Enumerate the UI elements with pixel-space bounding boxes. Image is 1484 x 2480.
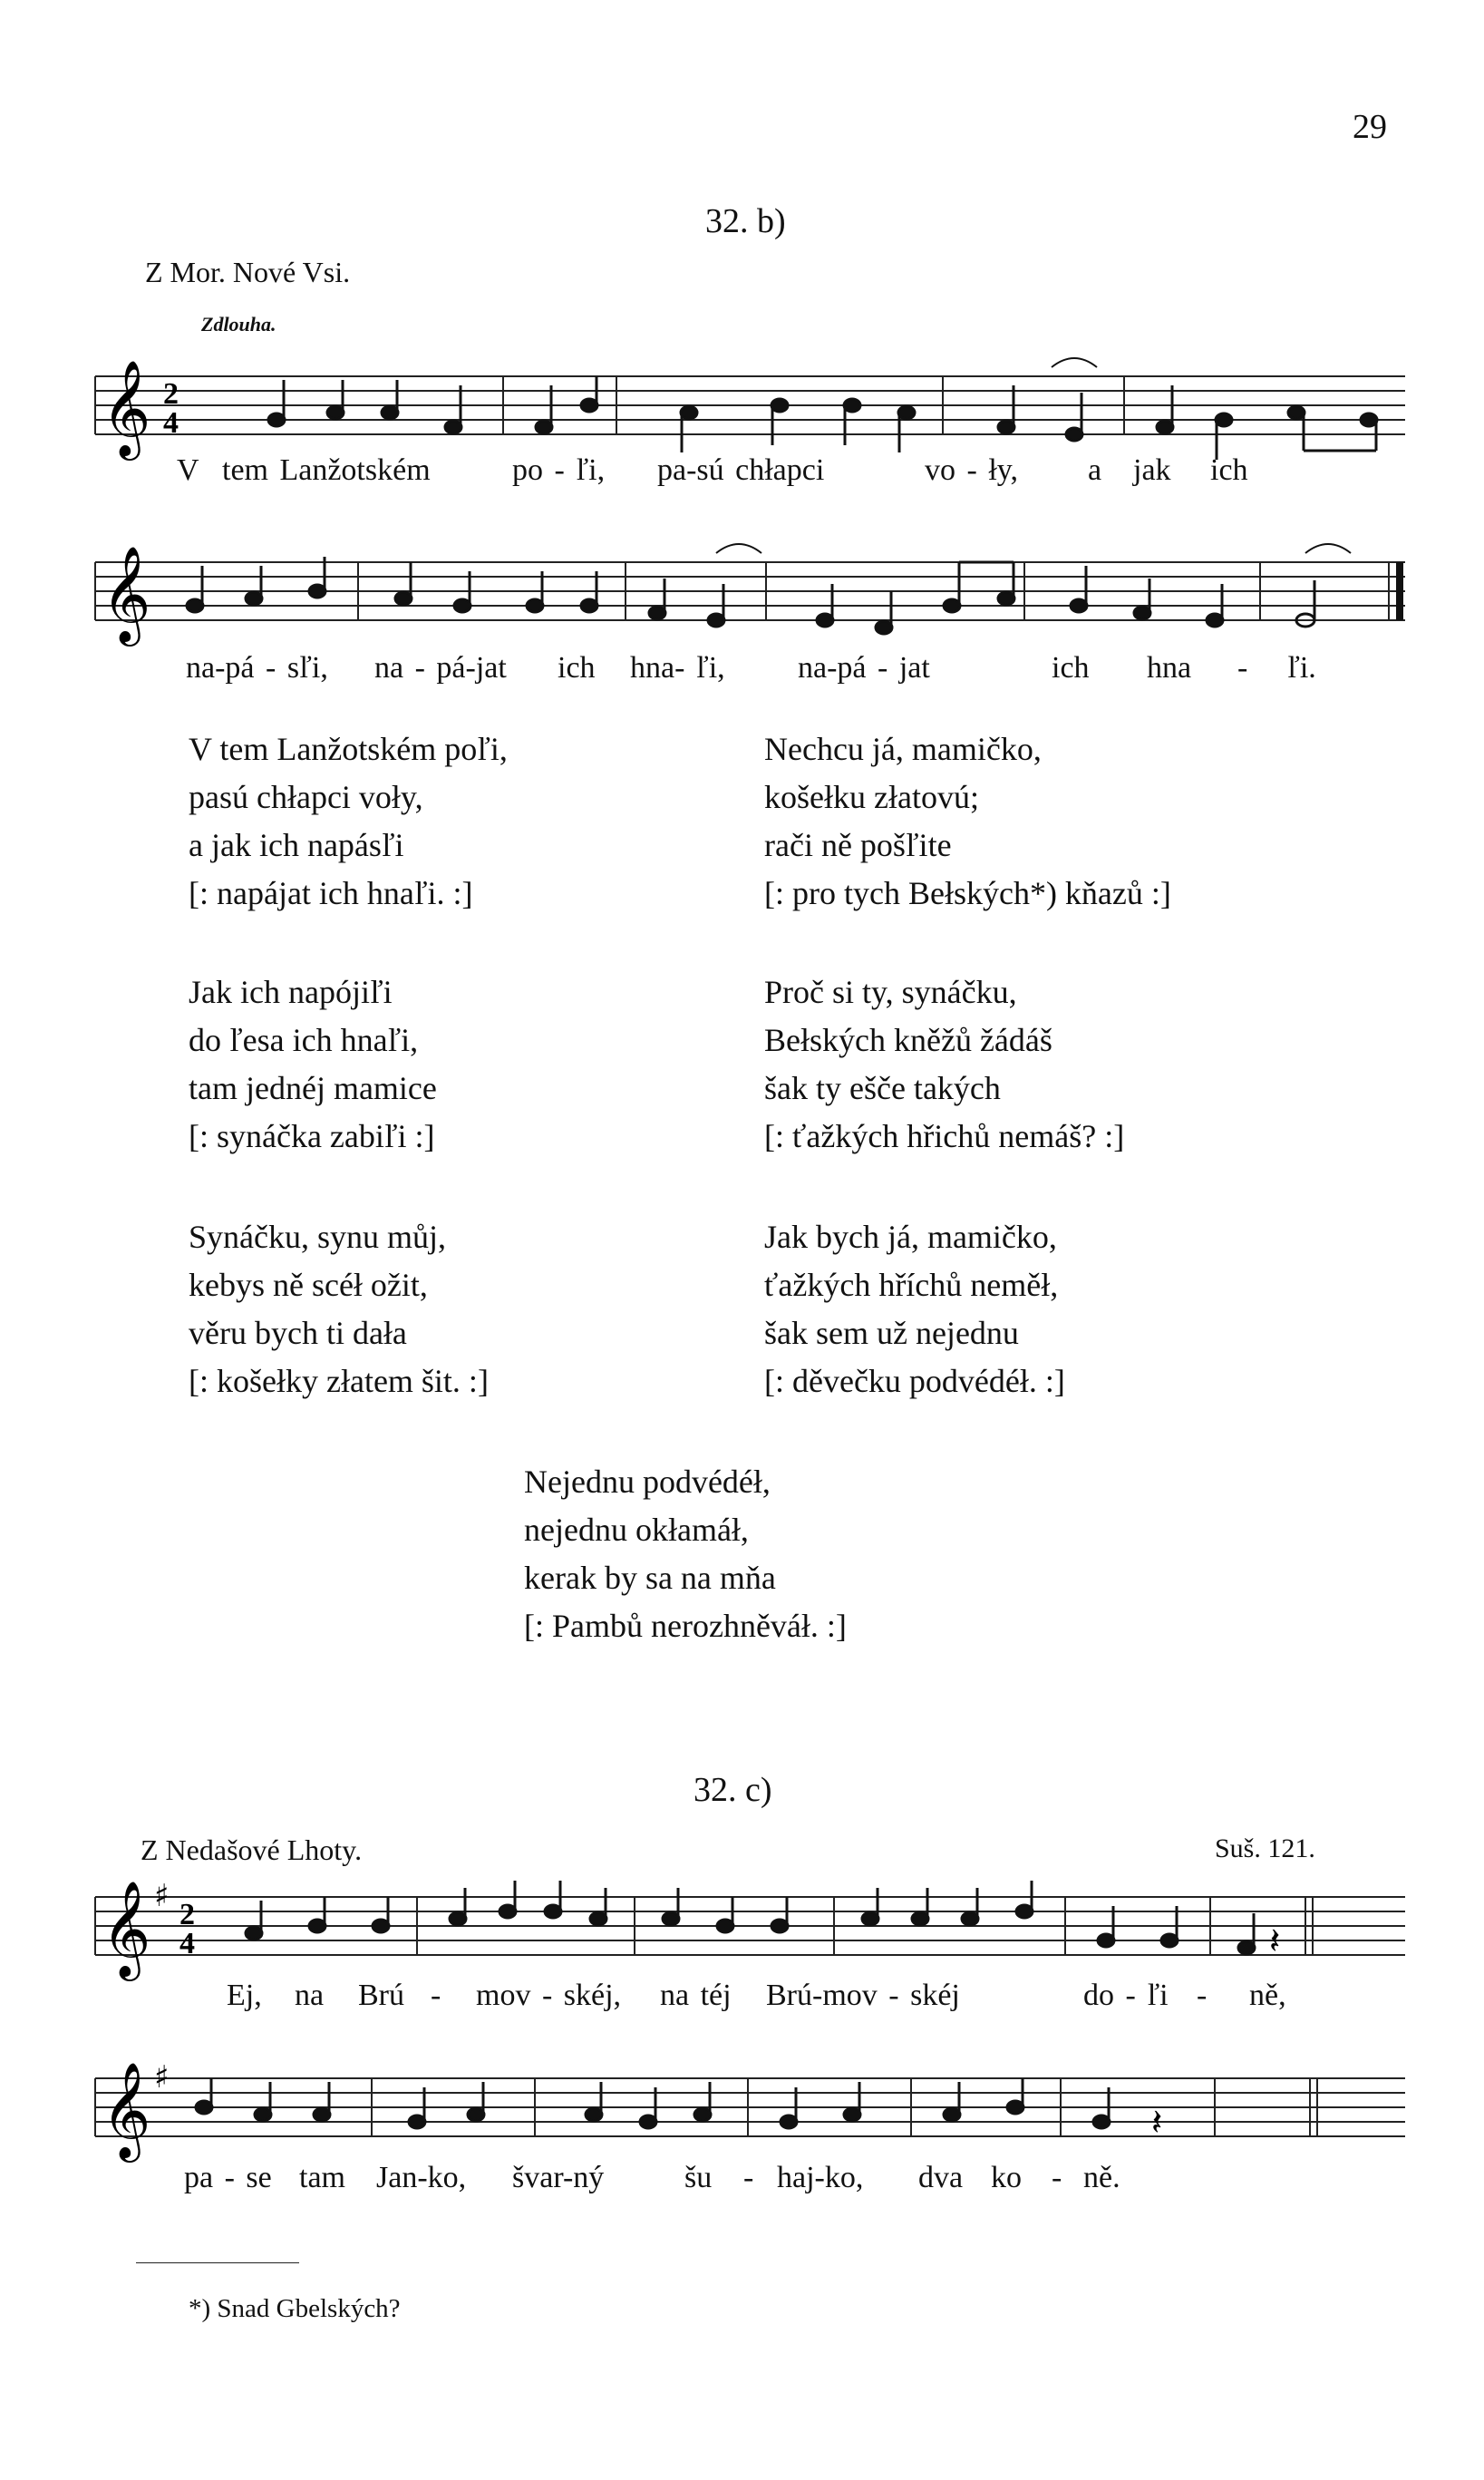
tempo-marking: Zdlouha. <box>201 313 276 336</box>
svg-text:𝄽: 𝄽 <box>1269 1921 1281 1962</box>
verse-line: pasú chłapci voły, <box>189 779 423 815</box>
verse-line: Synáčku, synu můj, <box>189 1219 446 1255</box>
verse-line: košełku złatovú; <box>764 779 979 815</box>
lyric-syllable: haj-ko, <box>777 2161 864 2194</box>
source-reference: Suš. 121. <box>1215 1833 1315 1863</box>
stanza-5 <box>189 1213 489 1405</box>
verse-line: [: košełky złatem šit. :] <box>189 1363 489 1399</box>
footnote-divider <box>136 2262 299 2263</box>
lyric-syllable: do - ľi <box>1083 1979 1169 2012</box>
treble-clef: 𝄞 <box>102 2061 151 2158</box>
verse-line: tam jednéj mamice <box>189 1070 437 1106</box>
lyric-syllable: hna- ľi, <box>630 651 725 685</box>
stanza-1 <box>189 725 508 918</box>
lyric-syllable: hna <box>1147 651 1192 685</box>
lyric-syllable: - <box>431 1979 441 2012</box>
time-signature-top: 2 <box>163 377 179 411</box>
lyric-syllable: tam <box>299 2161 345 2194</box>
lyric-syllable: na-pá - jat <box>798 651 930 685</box>
treble-clef: 𝄞 <box>102 1880 151 1977</box>
verse-line: šak sem už nejednu <box>764 1315 1019 1351</box>
music-staff-32c-line-1 <box>91 1870 1414 2006</box>
stanza-4 <box>764 968 1124 1161</box>
song-number-32b: 32. b) <box>705 202 786 240</box>
verse-line: [: synáčka zabiľi :] <box>189 1118 435 1154</box>
stanza-6 <box>764 1213 1065 1405</box>
lyric-syllable: ně, <box>1249 1979 1286 2012</box>
key-signature-sharp: ♯ <box>154 2059 170 2096</box>
verse-line: kerak by sa na mňa <box>524 1560 776 1596</box>
key-signature-sharp: ♯ <box>154 1878 170 1914</box>
lyric-syllable: švar-ný <box>512 2161 605 2194</box>
stanza-3 <box>189 968 437 1161</box>
verse-line: Nejednu podvédéł, <box>524 1464 771 1500</box>
lyric-syllable: - <box>1237 651 1248 685</box>
lyric-syllable: V <box>177 453 199 487</box>
verse-line: [: děvečku podvédéł. :] <box>764 1363 1065 1399</box>
verse-line: Nechcu já, mamičko, <box>764 731 1042 767</box>
lyric-syllable: na-pá - sľi, <box>186 651 328 685</box>
lyric-syllable: Brú-mov - skéj <box>766 1979 960 2012</box>
stanza-7 <box>524 1458 847 1650</box>
lyric-syllable: tem Lanžotském <box>222 453 431 487</box>
verse-line: V tem Lanžotském poľi, <box>189 731 508 767</box>
lyric-syllable: ně. <box>1083 2161 1120 2194</box>
lyric-syllable: - <box>743 2161 754 2194</box>
lyric-syllable: - <box>1052 2161 1062 2194</box>
time-signature-bottom: 4 <box>163 406 179 440</box>
lyric-syllable: vo - ły, <box>925 453 1019 487</box>
lyric-syllable: mov - skéj, <box>476 1979 622 2012</box>
lyric-syllable: a <box>1088 453 1102 487</box>
song-origin-32c: Z Nedašové Lhoty. <box>141 1833 363 1866</box>
time-signature-bottom: 4 <box>179 1927 195 1960</box>
lyric-syllable: ich <box>1210 453 1248 487</box>
verse-line: [: Pambů nerozhněváł. :] <box>524 1608 847 1644</box>
verse-line: Proč si ty, synáčku, <box>764 974 1017 1010</box>
lyric-syllable: šu <box>684 2161 713 2194</box>
lyric-syllable: Jan-ko, <box>376 2161 467 2194</box>
time-signature-top: 2 <box>179 1898 195 1931</box>
lyric-syllable: pa-sú chłapci <box>657 453 825 487</box>
lyric-syllable: po - ľi, <box>512 453 606 487</box>
song-number-32c: 32. c) <box>694 1771 772 1809</box>
treble-clef: 𝄞 <box>102 545 151 642</box>
lyric-syllable: na téj <box>660 1979 732 2012</box>
verse-line: [: napájat ich hnaľi. :] <box>189 875 473 911</box>
verse-line: kebys ně scéł ožit, <box>189 1267 428 1303</box>
verse-line: rači ně pošľite <box>764 827 952 863</box>
lyric-syllable: pa - se <box>184 2161 272 2194</box>
stanza-2 <box>764 725 1171 918</box>
verse-line: šak ty ešče takých <box>764 1070 1001 1106</box>
lyric-syllable: ich <box>1052 651 1090 685</box>
lyric-syllable: ľi. <box>1287 651 1316 685</box>
verse-line: ťažkých hříchů neměł, <box>764 1267 1059 1303</box>
lyric-syllable: na <box>295 1979 325 2012</box>
lyric-syllable: na - pá-jat <box>374 651 507 685</box>
page-number: 29 <box>1353 108 1387 146</box>
footnote: *) Snad Gbelských? <box>189 2294 401 2323</box>
verse-line: nejednu okłamáł, <box>524 1512 749 1548</box>
lyric-syllable: - <box>1197 1979 1208 2012</box>
lyric-syllable: ko <box>991 2161 1022 2194</box>
lyric-syllable: ich <box>558 651 596 685</box>
song-origin-32b: Z Mor. Nové Vsi. <box>145 256 351 288</box>
svg-text:𝄽: 𝄽 <box>1151 2102 1163 2144</box>
verse-line: Bełských kněžů žádáš <box>764 1022 1052 1058</box>
treble-clef: 𝄞 <box>102 359 151 456</box>
lyric-syllable: Ej, <box>227 1979 262 2012</box>
lyric-syllable: dva <box>918 2161 964 2194</box>
verse-line: věru bych ti dała <box>189 1315 407 1351</box>
lyric-syllable: jak <box>1133 453 1171 487</box>
lyric-syllable: Brú <box>358 1979 404 2012</box>
verse-line: [: ťažkých hřichů nemáš? :] <box>764 1118 1125 1154</box>
verse-line: [: pro tych Bełských*) kňazů :] <box>764 875 1171 911</box>
verse-line: Jak bych já, mamičko, <box>764 1219 1057 1255</box>
verse-line: do ľesa ich hnaľi, <box>189 1022 419 1058</box>
verse-line: a jak ich napásľi <box>189 827 404 863</box>
verse-line: Jak ich napójiľi <box>189 974 393 1010</box>
